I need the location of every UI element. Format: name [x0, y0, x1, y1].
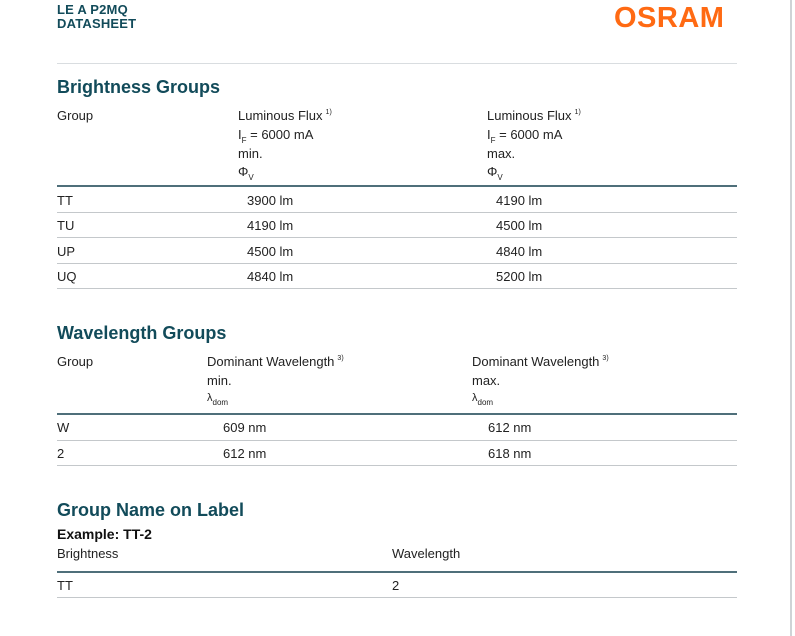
brightness-row-min: 3900 lm — [247, 193, 294, 208]
row-divider — [57, 288, 737, 289]
brightness-row-group: TU — [57, 218, 75, 233]
brightness-row-group: TT — [57, 193, 73, 208]
wavelength-header-rule — [57, 413, 737, 415]
wavelength-row-max: 612 nm — [488, 420, 532, 435]
brightness-row-min: 4500 lm — [247, 244, 294, 259]
brightness-row-max: 4190 lm — [496, 193, 543, 208]
brightness-col-min-symbol: $\Phi_V$ — [238, 164, 254, 182]
label-col-brightness: Brightness — [57, 546, 119, 561]
brightness-row-group: UP — [57, 244, 76, 259]
brightness-col-min-bound: min. — [238, 146, 263, 161]
wavelength-col-min-bound: min. — [207, 373, 232, 388]
label-row-wavelength: 2 — [392, 578, 400, 593]
wavelength-section-title: Wavelength Groups — [57, 323, 227, 343]
row-divider — [57, 212, 737, 213]
brightness-col-max-bound: max. — [487, 146, 516, 161]
brightness-col-max-condition: $I_F = 6000$ mA — [487, 127, 563, 145]
brightness-row-max: 4500 lm — [496, 218, 543, 233]
osram-logo: OSRAM — [614, 2, 725, 34]
brightness-col-max-label: Luminous Flux $^{1)}$ — [487, 108, 581, 123]
wavelength-col-max-label: Dominant Wavelength $^{3)}$ — [472, 354, 609, 369]
brightness-row-min: 4190 lm — [247, 218, 294, 233]
brightness-row-max: 5200 lm — [496, 269, 543, 284]
page-edge — [790, 0, 792, 636]
brightness-col-max-symbol: $\Phi_V$ — [487, 164, 503, 182]
wavelength-row-min: 609 nm — [223, 420, 267, 435]
doc-title-product: LE A P2MQ — [57, 2, 128, 17]
header-divider — [57, 63, 737, 64]
wavelength-row-max: 618 nm — [488, 446, 532, 461]
row-divider — [57, 263, 737, 264]
wavelength-col-max-symbol: $\lambda_{dom}$ — [472, 392, 494, 407]
brightness-col-group: Group — [57, 108, 94, 123]
brightness-row-min: 4840 lm — [247, 269, 294, 284]
doc-title — [57, 3, 136, 31]
row-divider — [57, 440, 737, 441]
brightness-col-min-condition: $I_F = 6000$ mA — [238, 127, 314, 145]
brightness-header-rule — [57, 185, 737, 187]
brightness-row-max: 4840 lm — [496, 244, 543, 259]
doc-title-type: DATASHEET — [57, 16, 137, 31]
brightness-col-min-label: Luminous Flux $^{1)}$ — [238, 108, 332, 123]
label-header-rule — [57, 571, 737, 573]
wavelength-row-group: W — [57, 420, 70, 435]
brightness-row-group: UQ — [57, 269, 77, 284]
label-col-wavelength: Wavelength — [392, 546, 461, 561]
label-example: Example: TT-2 — [57, 526, 152, 542]
wavelength-col-min-label: Dominant Wavelength $^{3)}$ — [207, 354, 344, 369]
label-row-brightness: TT — [57, 578, 73, 593]
row-divider — [57, 465, 737, 466]
row-divider — [57, 597, 737, 598]
wavelength-row-min: 612 nm — [223, 446, 267, 461]
wavelength-col-group: Group — [57, 354, 94, 369]
wavelength-col-max-bound: max. — [472, 373, 501, 388]
wavelength-row-group: 2 — [57, 446, 65, 461]
brightness-section-title: Brightness Groups — [57, 77, 221, 97]
row-divider — [57, 237, 737, 238]
wavelength-col-min-symbol: $\lambda_{dom}$ — [207, 392, 229, 407]
label-section-title: Group Name on Label — [57, 500, 245, 520]
